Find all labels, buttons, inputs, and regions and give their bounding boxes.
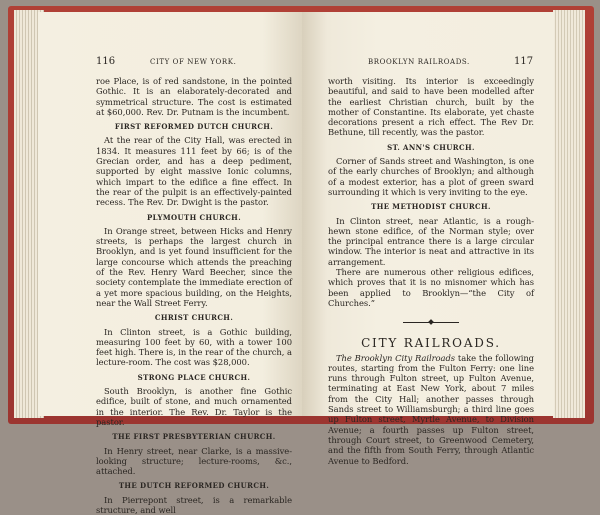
- page-number: 117: [514, 56, 534, 67]
- left-page-text: [96, 76, 292, 515]
- paragraph: In Orange street, between Hicks and Henry streets, is perhaps the largest church in Brooklyn, and is yet found insufficient for the large concourse which attends the preaching of the Rev. Henry Ward Beecher, since the society contemplate the immediate erection of a yet more spacious building, on the Heights, near the Wall Street Ferry.: [96, 225, 292, 308]
- right-page-text: [328, 76, 534, 466]
- paragraph: [328, 353, 534, 466]
- paragraph-text: take the following routes, starting from the Fulton Ferry: one line runs through Fulton street, up Fulton Avenue, terminating at East New York, about 7 miles from the City Hall; another passes through Sands street to Williamsburgh; a third line goes up Fulton street, Myrtle Avenue, to Division Avenue; a fourth passes up Fulton street, through Court street, to Greenwood Cemetery, and the fifth from South Ferry, through Atlantic Avenue to Bedford.: [328, 352, 534, 466]
- section-heading: THE METHODIST CHURCH.: [371, 202, 491, 212]
- running-title: BROOKLYN RAILROADS.: [368, 58, 470, 66]
- paragraph: There are numerous other religious edifices, which proves that it is no misnomer which has been applied to Brooklyn—“the City of Churches.”: [328, 267, 534, 308]
- paragraph: Corner of Sands street and Washington, is one of the early churches of Brooklyn; and although of a modest exterior, has a plot of green sward surrounding it which is very inviting to the eye.: [328, 156, 534, 197]
- section-heading: CHRIST CHURCH.: [154, 313, 234, 323]
- running-title: CITY OF NEW YORK.: [150, 58, 237, 66]
- paragraph: South Brooklyn, is another fine Gothic edifice, built of stone, and much ornamented in the interior. The Rev. Dr. Taylor is the pastor.: [96, 386, 292, 427]
- paragraph: In Pierrepont street, is a remarkable structure, and well: [96, 494, 292, 515]
- ornamental-rule: [403, 320, 459, 324]
- paragraph: In Henry street, near Clarke, is a massive-looking structure; lecture-rooms, &c., attached.: [96, 445, 292, 477]
- right-page: [302, 12, 554, 466]
- section-title: CITY RAILROADS.: [361, 336, 501, 351]
- section-heading: THE FIRST PRESBYTERIAN CHURCH.: [112, 432, 276, 442]
- right-page-edges: [553, 10, 585, 418]
- paragraph: In Clinton street, is a Gothic building, measuring 100 feet by 60, with a tower 100 feet high. There is, in the rear of the church, a lecture-room. The cost was $28,000.: [96, 326, 292, 368]
- section-heading: STRONG PLACE CHURCH.: [137, 372, 251, 382]
- section-heading: PLYMOUTH CHURCH.: [146, 212, 242, 222]
- left-page: [38, 12, 302, 515]
- section-heading: THE DUTCH REFORMED CHURCH.: [118, 481, 270, 491]
- page-number: 116: [96, 56, 116, 67]
- paragraph: In Clinton street, near Atlantic, is a rough-hewn stone edifice, of the Norman style; over the principal entrance there is a large circular window. The interior is neat and attractive in its arrangement.: [328, 215, 534, 267]
- paragraph: roe Place, is of red sandstone, in the pointed Gothic. It is an elaborately-decorated and symmetrical structure. The cost is estimated at $60,000. Rev. Dr. Putnam is the incumbent.: [96, 76, 292, 117]
- emphasis: The Brooklyn City Railroads: [336, 352, 456, 363]
- section-heading: FIRST REFORMED DUTCH CHURCH.: [114, 122, 274, 132]
- paragraph: At the rear of the City Hall, was erected in 1834. It measures 111 feet by 66; is of the Grecian order, and has a deep pediment, supported by eight massive Ionic columns, which impart to the edifice a fine effect. In the rear of the pulpit is an effectively-painted recess. The Rev. Dr. Dwight is the pastor.: [96, 135, 292, 208]
- paragraph: worth visiting. Its interior is exceedingly beautiful, and said to have been modelled after the earliest Christian church, built by the mother of Constantine. Its elaborate, yet chaste decorations present a rich effect. The Rev Dr. Bethune, till recently, was the pastor.: [328, 76, 534, 138]
- section-heading: ST. ANN'S CHURCH.: [387, 142, 475, 152]
